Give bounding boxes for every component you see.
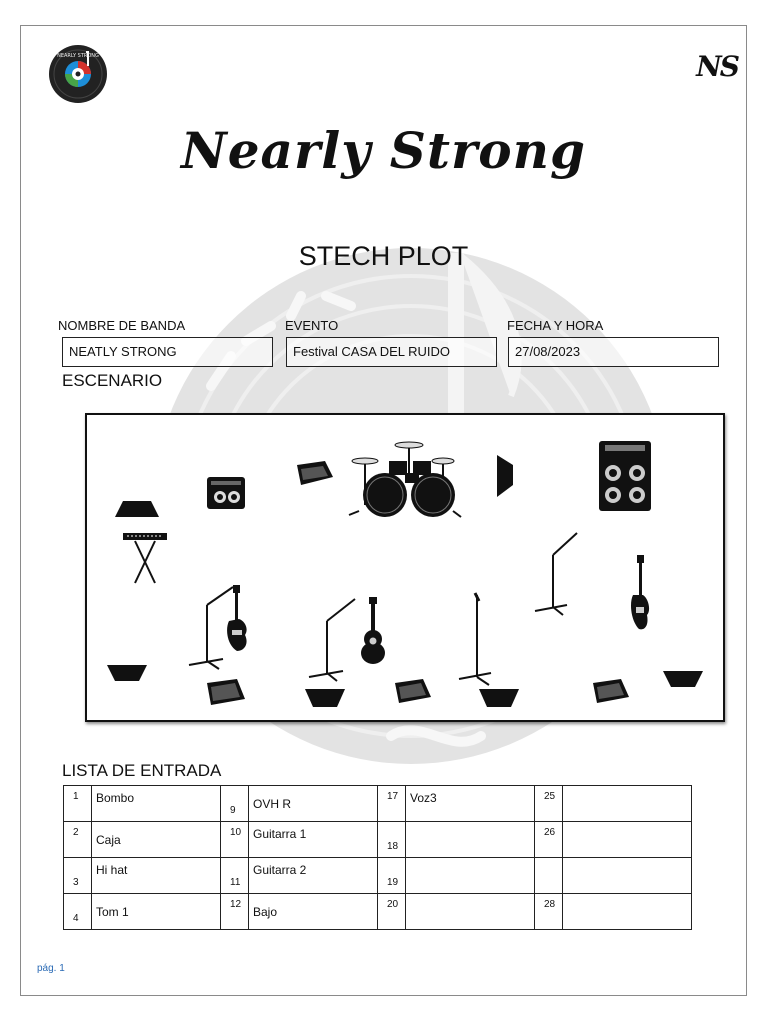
channel-name[interactable] (563, 786, 692, 822)
floor-monitor-icon (593, 679, 629, 703)
channel-name[interactable]: Bajo (249, 894, 378, 930)
side-fill-icon (497, 455, 513, 497)
mic-stand-icon (309, 599, 355, 681)
channel-number: 4 (64, 894, 92, 930)
guitar-amp-icon (207, 477, 245, 509)
channel-name[interactable] (406, 894, 535, 930)
channel-name[interactable] (406, 822, 535, 858)
acoustic-guitar-icon (361, 597, 385, 664)
channel-name[interactable]: Bombo (92, 786, 221, 822)
channel-number: 20 (378, 894, 406, 930)
channel-number: 25 (535, 786, 563, 822)
input-list-label: LISTA DE ENTRADA (62, 761, 222, 780)
channel-name[interactable]: Guitarra 1 (249, 822, 378, 858)
channel-number: 11 (221, 858, 249, 894)
channel-number: 17 (378, 786, 406, 822)
electric-guitar-icon (227, 585, 247, 651)
corner-monogram: NS (696, 50, 738, 83)
table-row (64, 858, 692, 894)
channel-number: 3 (64, 858, 92, 894)
channel-name[interactable]: Caja (92, 822, 221, 858)
channel-number: 28 (535, 894, 563, 930)
table-row (64, 894, 692, 930)
stage-label: ESCENARIO (62, 371, 163, 390)
channel-number: 2 (64, 822, 92, 858)
channel-number: 1 (64, 786, 92, 822)
mic-stand-icon (535, 533, 577, 615)
channel-name[interactable] (406, 858, 535, 894)
channel-name[interactable]: Tom 1 (92, 894, 221, 930)
wedge-monitor-icon (305, 689, 345, 707)
floor-monitor-icon (395, 679, 431, 703)
mic-stand-icon (459, 593, 491, 685)
wedge-monitor-icon (107, 665, 147, 681)
band-name-label: NOMBRE DE BANDA (58, 318, 186, 333)
mic-stand-icon (189, 587, 233, 669)
channel-name[interactable] (563, 894, 692, 930)
table-row (64, 786, 692, 822)
wedge-monitor-icon (479, 689, 519, 707)
stage-plot (85, 413, 725, 722)
channel-number: 19 (378, 858, 406, 894)
floor-monitor-icon (297, 461, 333, 485)
date-field[interactable]: 27/08/2023 (508, 337, 719, 367)
wedge-monitor-icon (663, 671, 703, 687)
table-row (64, 822, 692, 858)
channel-number: 26 (535, 822, 563, 858)
document-page (20, 25, 747, 996)
page-title: STECH PLOT (298, 241, 469, 271)
bass-cabinet-icon (599, 441, 651, 511)
channel-name[interactable]: OVH R (249, 786, 378, 822)
band-logo (48, 44, 108, 104)
channel-name[interactable]: Hi hat (92, 858, 221, 894)
input-list-table (63, 785, 692, 930)
channel-name[interactable]: Guitarra 2 (249, 858, 378, 894)
channel-name[interactable] (563, 858, 692, 894)
channel-number: 12 (221, 894, 249, 930)
event-field[interactable]: Festival CASA DEL RUIDO (286, 337, 497, 367)
drum-kit-icon (349, 442, 461, 517)
channel-number: 18 (378, 822, 406, 858)
channel-number: 10 (221, 822, 249, 858)
floor-monitor-icon (207, 679, 245, 705)
band-name-field[interactable]: NEATLY STRONG (62, 337, 273, 367)
date-label: FECHA Y HORA (507, 318, 604, 333)
keyboard-stand-icon (123, 533, 167, 583)
bass-guitar-icon (631, 555, 649, 629)
event-label: EVENTO (285, 318, 339, 333)
page-number: pág. 1 (37, 963, 65, 974)
channel-number (535, 858, 563, 894)
band-title: Nearly Strong (181, 121, 586, 180)
wedge-monitor-icon (115, 501, 159, 517)
channel-name[interactable]: Voz3 (406, 786, 535, 822)
channel-number: 9 (221, 786, 249, 822)
channel-name[interactable] (563, 822, 692, 858)
logo-text: NEARLY STRONG (57, 53, 99, 59)
